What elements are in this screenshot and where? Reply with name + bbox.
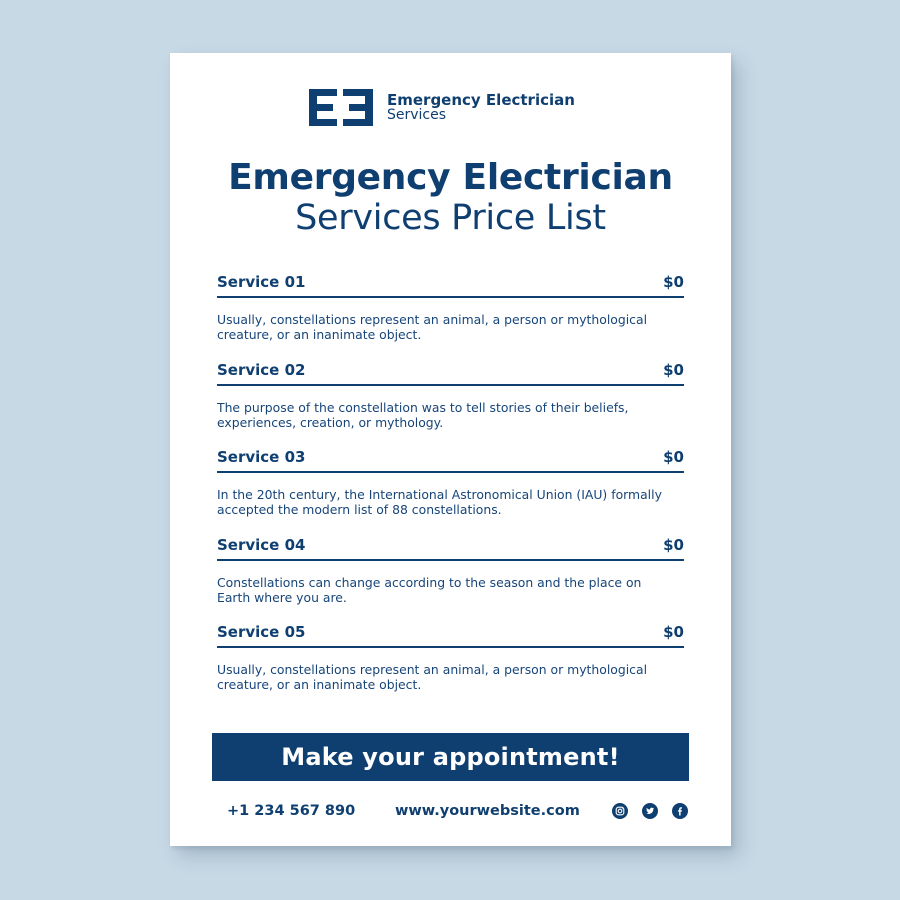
service-description: Usually, constellations represent an animal, a person or mythological creature, or an inanimate object.	[217, 312, 648, 342]
contact-footer	[170, 803, 731, 823]
service-item	[217, 360, 684, 448]
service-name: Service 02	[217, 360, 306, 379]
service-description: Usually, constellations represent an animal, a person or mythological creature, or an inanimate object.	[217, 662, 648, 692]
website-link[interactable]: www.yourwebsite.com	[395, 803, 580, 819]
instagram-icon[interactable]	[612, 803, 628, 819]
service-name: Service 05	[217, 623, 306, 641]
brand-logo	[309, 89, 575, 126]
service-header	[217, 360, 684, 386]
page-title-line-2: Services Price List	[295, 198, 606, 238]
brand-name: Emergency Electrician	[387, 90, 575, 109]
service-item	[217, 447, 684, 535]
page-title-line-1: Emergency Electrician	[228, 157, 673, 198]
service-price: $0	[663, 448, 684, 466]
service-item	[217, 272, 684, 360]
service-price: $0	[663, 360, 684, 379]
appointment-button[interactable]: Make your appointment!	[212, 733, 689, 781]
service-name: Service 03	[217, 448, 306, 466]
service-name: Service 01	[217, 273, 306, 291]
phone-number[interactable]: +1 234 567 890	[227, 803, 356, 819]
service-header	[217, 535, 684, 561]
social-links	[612, 803, 688, 819]
service-price: $0	[663, 535, 684, 554]
service-item	[217, 622, 684, 710]
service-header	[217, 622, 684, 648]
price-list-flyer	[170, 53, 731, 846]
brand-text	[387, 92, 575, 124]
service-item	[217, 535, 684, 623]
service-description: In the 20th century, the International Astronomical Union (IAU) formally accepted the modern list of 88 constellations.	[217, 487, 662, 517]
service-price: $0	[663, 273, 684, 291]
logo-mark-icon	[309, 89, 373, 126]
twitter-icon[interactable]	[642, 803, 658, 819]
service-header	[217, 447, 684, 473]
service-description: The purpose of the constellation was to tell stories of their beliefs, experiences, creation, or mythology.	[217, 399, 629, 430]
service-list	[217, 272, 684, 710]
service-price: $0	[663, 623, 684, 641]
service-description: Constellations can change according to the season and the place on Earth where you are.	[217, 574, 642, 605]
brand-subtitle: Services	[387, 107, 447, 124]
facebook-icon[interactable]	[672, 803, 688, 819]
service-name: Service 04	[217, 535, 306, 554]
service-header	[217, 272, 684, 298]
